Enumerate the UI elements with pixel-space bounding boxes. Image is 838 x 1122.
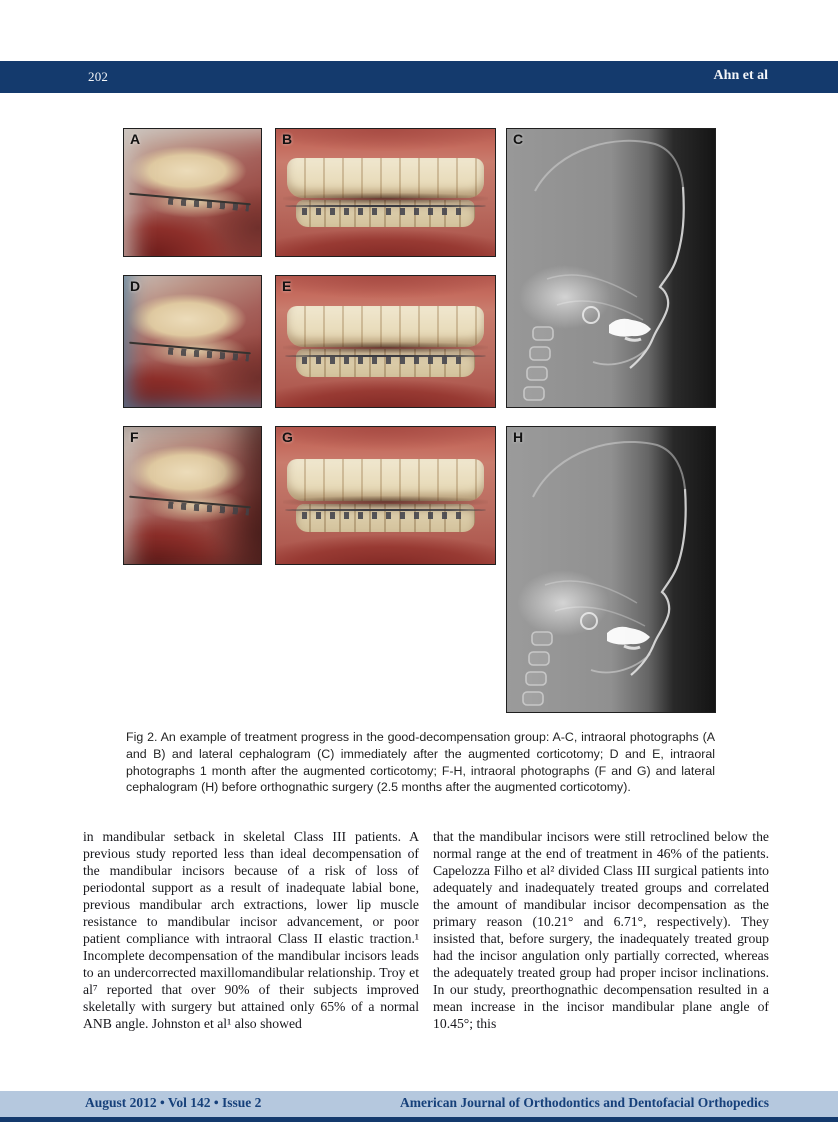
figure-panel-b-intraoral-frontal bbox=[275, 128, 496, 257]
running-head: Ahn et al bbox=[713, 68, 768, 83]
body-column-right: that the mandibular incisors were still retroclined below the normal range at the end of treatment in 46% of the patients. Capelozza Filho et al² divided Class III surgical patients into adequately and inadequately treated groups and correlated the amount of mandibular incisor decompensation as the primary reason (10.21° and 6.71°, respectively). They insisted that, before surgery, the inadequately treated group had the incisor angulation only partially corrected, whereas the adequately treated group had proper incisor inclinations. In our study, preorthognathic decompensation resulted in a mean increase in the incisor mandibular plane angle of 10.45°; this bbox=[433, 829, 769, 1031]
orthodontic-brackets bbox=[302, 357, 468, 364]
panel-label-f: F bbox=[130, 429, 139, 445]
figure-caption: Fig 2. An example of treatment progress in the good-decompensation group: A-C, intraoral photographs (A and B) and lateral cephalogram (C) immediately after the augmented corticotomy; D and E, intraoral photographs 1 month after the augmented corticotomy; F-H, intraoral photographs (F and G) and lateral cephalogram (H) before orthognathic surgery (2.5 months after the augmented corticotomy). bbox=[126, 730, 715, 795]
figure-panel-e-intraoral-frontal bbox=[275, 275, 496, 408]
panel-label-a: A bbox=[130, 131, 141, 147]
mouth-shadow bbox=[283, 193, 489, 204]
orthodontic-brackets bbox=[302, 512, 468, 519]
footer-journal-name: American Journal of Orthodontics and Dentofacial Orthopedics bbox=[400, 1095, 769, 1110]
footer-navy-strip bbox=[0, 1117, 838, 1122]
figure-panel-f-intraoral-lateral bbox=[123, 426, 262, 565]
figure-panel-a-intraoral-lateral bbox=[123, 128, 262, 257]
panel-label-b: B bbox=[282, 131, 293, 147]
panel-label-g: G bbox=[282, 429, 293, 445]
cephalogram-xray-image bbox=[507, 427, 715, 712]
figure-panel-c-lateral-cephalogram bbox=[506, 128, 716, 408]
mouth-shadow bbox=[283, 496, 489, 508]
figure-panel-d-intraoral-lateral bbox=[123, 275, 262, 408]
panel-label-d: D bbox=[130, 278, 141, 294]
page-number: 202 bbox=[88, 69, 109, 84]
archwire bbox=[285, 355, 487, 357]
mouth-shadow bbox=[283, 342, 489, 354]
page-header-bar bbox=[0, 61, 838, 93]
body-column-left: in mandibular setback in skeletal Class III patients. A previous study reported less than ideal decompensation of the mandibular incisors because of a risk of loss of periodontal support as a result of inadequate labial bone, previous mandibular arch extractions, lower lip muscle resistance to mandibular incisor advancement, or poor patient compliance with intraoral Class II elastic traction.¹ Incomplete decompensation of the mandibular incisors leads to an undercorrected maxillomandibular relationship. Troy et al⁷ reported that over 90% of their subjects improved skeletally with surgery but attained only 65% of a normal ANB angle. Johnston et al¹ also showed bbox=[83, 829, 419, 1031]
footer-issue-info: August 2012 • Vol 142 • Issue 2 bbox=[85, 1095, 262, 1110]
figure-panel-h-lateral-cephalogram bbox=[506, 426, 716, 713]
cephalogram-xray-image bbox=[507, 129, 715, 407]
panel-label-e: E bbox=[282, 278, 292, 294]
figure-panel-g-intraoral-frontal bbox=[275, 426, 496, 565]
page-footer-bar bbox=[0, 1091, 838, 1117]
panel-label-h: H bbox=[513, 429, 524, 445]
panel-label-c: C bbox=[513, 131, 524, 147]
orthodontic-brackets bbox=[302, 208, 468, 215]
